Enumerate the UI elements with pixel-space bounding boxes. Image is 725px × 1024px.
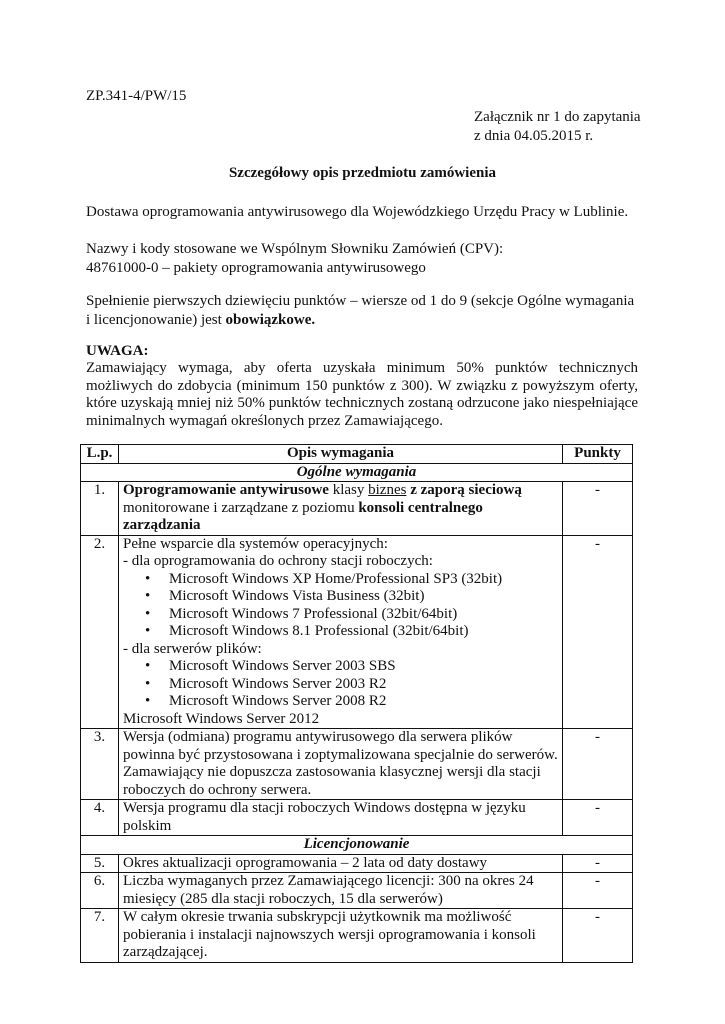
- workstation-os-list: [123, 571, 558, 641]
- row-description: [119, 482, 563, 536]
- warning-note: [86, 343, 638, 430]
- underlined-text: biznes: [368, 482, 407, 498]
- row-points: -: [563, 854, 633, 873]
- row-number: 7.: [81, 909, 119, 963]
- mandatory-bold: obowiązkowe.: [225, 312, 316, 328]
- warning-heading: UWAGA:: [86, 343, 149, 359]
- list-item: • Microsoft Windows XP Home/Professional SP3 (32bit): [169, 571, 558, 589]
- document-reference: ZP.341-4/PW/15: [86, 88, 187, 104]
- row-description: Okres aktualizacji oprogramowania – 2 lata od daty dostawy: [119, 854, 563, 873]
- mandatory-prefix: i licencjonowanie) jest: [86, 312, 226, 328]
- row-number: 5.: [81, 854, 119, 873]
- row-description: Wersja programu dla stacji roboczych Windows dostępna w języku polskim: [119, 800, 563, 836]
- mandatory-line: Spełnienie pierwszych dziewięciu punktów – wiersze od 1 do 9 (sekcje Ogólne wymagania: [86, 293, 635, 309]
- server-os-list: [123, 658, 558, 711]
- row-number: 2.: [81, 535, 119, 729]
- table-row: [81, 482, 633, 536]
- requirements-table: [80, 444, 633, 963]
- bold-text: konsoli centralnego zarządzania: [123, 499, 483, 533]
- table-row: [81, 873, 633, 909]
- mandatory-line-2: [86, 311, 638, 330]
- workstation-label: - dla oprogramowania do ochrony stacji roboczych:: [123, 553, 433, 569]
- table-header-row: [81, 445, 633, 464]
- row-description: W całym okresie trwania subskrypcji użytkownik ma możliwość pobierania i instalacji najnowszych wersji oprogramowania i konsoli zarządzającej.: [119, 909, 563, 963]
- list-item: • Microsoft Windows Vista Business (32bit): [169, 588, 558, 606]
- table-row: [81, 535, 633, 729]
- section-row-general: [81, 463, 633, 482]
- table-row: [81, 854, 633, 873]
- header-points: Punkty: [563, 445, 633, 464]
- header-description: Opis wymagania: [119, 445, 563, 464]
- annex-date: z dnia 04.05.2015 r.: [474, 128, 594, 144]
- list-item: • Microsoft Windows 7 Professional (32bit/64bit): [169, 606, 558, 624]
- cpv-heading: Nazwy i kody stosowane we Wspólnym Słowniku Zamówień (CPV):: [86, 241, 504, 257]
- annex-note: [474, 108, 641, 146]
- row-description: [119, 535, 563, 729]
- page-title: Szczegółowy opis przedmiotu zamówienia: [228, 165, 497, 181]
- table-row: [81, 729, 633, 800]
- section-title: Ogólne wymagania: [81, 463, 633, 482]
- delivery-description: Dostawa oprogramowania antywirusowego dla Wojewódzkiego Urzędu Pracy w Lublinie.: [86, 204, 629, 220]
- text-fragment: klasy: [328, 482, 369, 498]
- text-fragment: monitorowane i zarządzane z poziomu: [123, 499, 359, 516]
- row-number: 4.: [81, 800, 119, 836]
- row-points: -: [563, 729, 633, 800]
- server-label: - dla serwerów plików:: [123, 640, 262, 657]
- row-number: 1.: [81, 482, 119, 536]
- annex-line: Załącznik nr 1 do zapytania: [474, 109, 641, 125]
- os-intro: Pełne wsparcie dla systemów operacyjnych:: [123, 535, 388, 552]
- mandatory-note: [86, 292, 638, 330]
- row-points: -: [563, 482, 633, 536]
- table-row: [81, 909, 633, 963]
- section-row-licensing: [81, 836, 633, 855]
- cpv-block: [86, 240, 503, 278]
- header-lp: L.p.: [81, 445, 119, 464]
- row-number: 6.: [81, 873, 119, 909]
- list-item: • Microsoft Windows Server 2008 R2: [169, 693, 558, 711]
- server-extra: Microsoft Windows Server 2012: [123, 710, 320, 727]
- row-number: 3.: [81, 729, 119, 800]
- row-description: Wersja (odmiana) programu antywirusowego dla serwera plików powinna być przystosowana i zoptymalizowana specjalnie do serwerów. Zamawiający nie dopuszcza zastosowania klasycznej wersji dla stacji roboczych do ochrony serwera.: [119, 729, 563, 800]
- section-title: Licencjonowanie: [81, 836, 633, 855]
- row-points: -: [563, 909, 633, 963]
- cpv-code: 48761000-0 – pakiety oprogramowania antywirusowego: [86, 260, 426, 276]
- row-points: -: [563, 535, 633, 729]
- table-row: [81, 800, 633, 836]
- row-points: -: [563, 873, 633, 909]
- bold-text: Oprogramowanie antywirusowe: [123, 482, 329, 498]
- list-item: • Microsoft Windows Server 2003 SBS: [169, 658, 558, 676]
- list-item: • Microsoft Windows Server 2003 R2: [169, 676, 558, 694]
- list-item: • Microsoft Windows 8.1 Professional (32bit/64bit): [169, 623, 558, 641]
- row-points: -: [563, 800, 633, 836]
- warning-text: Zamawiający wymaga, aby oferta uzyskała minimum 50% punktów technicznych możliwych do zdobycia (minimum 150 punktów z 300). W związku z powyższym oferty, które uzyskają mniej niż 50% punktów technicznych zostaną odrzucone jako niespełniające minimalnych wymagań określonych przez Zamawiającego.: [86, 360, 638, 429]
- row-description: Liczba wymaganych przez Zamawiającego licencji: 300 na okres 24 miesięcy (285 dla stacji roboczych, 15 dla serwerów): [119, 873, 563, 909]
- bold-text: z zaporą sieciową: [410, 482, 522, 498]
